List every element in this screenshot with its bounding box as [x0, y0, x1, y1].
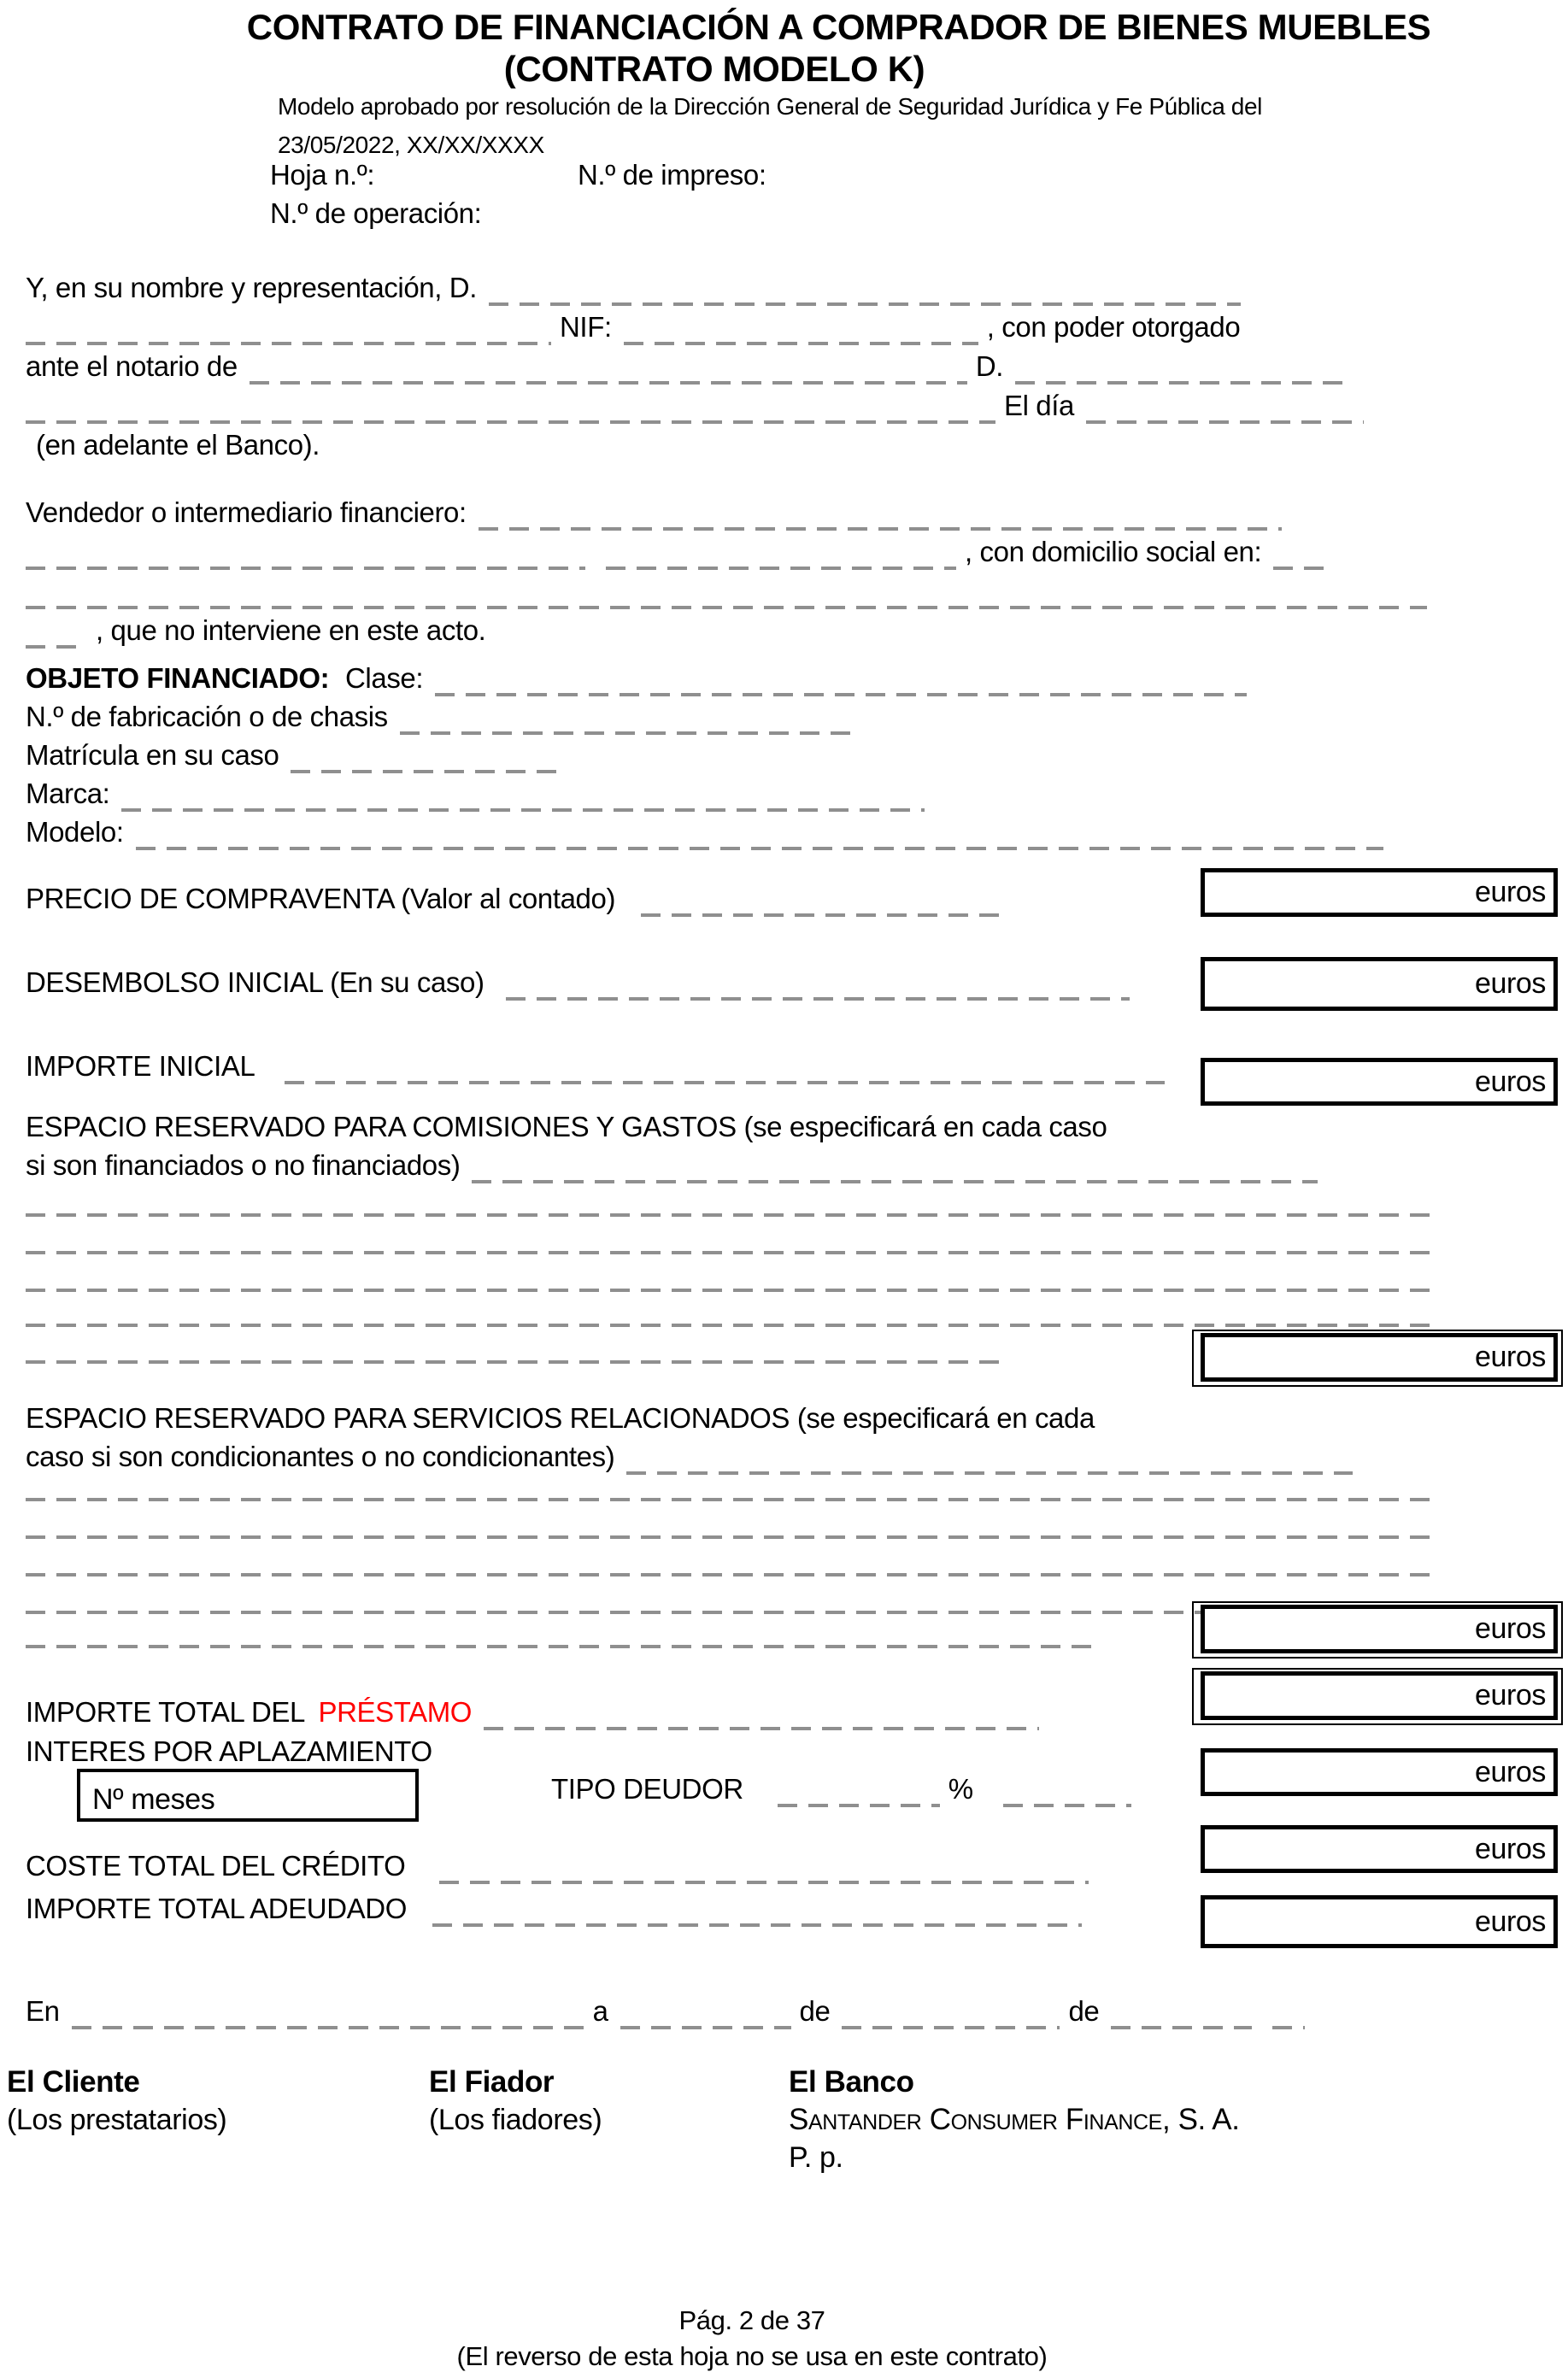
euros-label: euros [1474, 967, 1546, 1000]
representation-intro-label: Y, en su nombre y representación, D. [26, 272, 477, 303]
representation-line5 [36, 426, 320, 464]
object-line-chassis [26, 698, 870, 736]
total-owed-line [26, 1890, 1090, 1928]
services-heading2-label: caso si son condicionantes o no condicionantes) [26, 1441, 615, 1472]
blank-signing-year [1111, 2026, 1252, 2029]
down-payment-label: DESEMBOLSO INICIAL (En su caso) [26, 966, 484, 998]
bank-signature-name: Santander Consumer Finance, S. A. [789, 2103, 1240, 2136]
vendor-address-label: , con domicilio social en: [965, 536, 1262, 567]
signing-date-line [26, 1993, 1313, 2030]
nif-label: NIF: [560, 311, 612, 343]
bank-signature-title: El Banco [789, 2065, 914, 2099]
notary-label: ante el notario de [26, 350, 238, 382]
sheet-number-line [270, 156, 374, 194]
representation-line2 [26, 308, 1240, 346]
representation-line4 [26, 387, 1372, 425]
debtor-rate-label: TIPO DEUDOR [551, 1773, 743, 1805]
page-title-line1: CONTRATO DE FINANCIACIÓN A COMPRADOR DE BIENES MUEBLES [246, 7, 1431, 47]
blank-model [136, 847, 1383, 850]
deferral-interest-line [26, 1733, 432, 1770]
page-number: Pág. 2 de 37 [678, 2305, 825, 2335]
blank-notary-name-cont [26, 420, 995, 424]
print-number-line [578, 156, 766, 194]
down-payment-line [26, 964, 1138, 1001]
approval-note-line1: Modelo aprobado por resolución de la Dirección General de Seguridad Jurídica y Fe Pública del [278, 93, 1262, 120]
commissions-heading-line2 [26, 1147, 1326, 1184]
euros-box-purchase-price [1201, 868, 1558, 917]
loan-total-highlight-label: PRÉSTAMO [318, 1696, 473, 1728]
euros-box-deferral-interest [1201, 1748, 1558, 1796]
object-line-class [26, 660, 1255, 697]
vendor-no-intervene-label: , que no interviene en este acto. [96, 614, 486, 646]
euros-box-down-payment [1201, 957, 1558, 1011]
day-label: El día [1004, 390, 1074, 421]
euros-label: euros [1474, 1065, 1546, 1098]
vendor-line3 [26, 572, 1436, 610]
blank-loan-total [484, 1727, 1039, 1730]
blank-commissions-row1 [26, 1213, 1436, 1217]
percent-sign: % [948, 1773, 973, 1805]
blank-representative-name-cont [26, 342, 551, 345]
blank-representative-name [489, 302, 1241, 306]
blank-notary-city [250, 381, 967, 385]
commissions-heading2-label: si son financiados o no financiados) [26, 1149, 461, 1181]
blank-power-date [1086, 420, 1364, 424]
blank-down-payment [506, 997, 1130, 1001]
total-owed-label: IMPORTE TOTAL ADEUDADO [26, 1893, 407, 1924]
page-title-line2: (CONTRATO MODELO K) [503, 49, 925, 89]
credit-cost-label: COSTE TOTAL DEL CRÉDITO [26, 1850, 406, 1882]
euros-label: euros [1474, 1612, 1546, 1645]
loan-total-line [26, 1694, 1048, 1731]
blank-total-owed [432, 1923, 1082, 1927]
reverse-note: (El reverso de esta hoja no se usa en este contrato) [456, 2341, 1048, 2371]
object-line-plate [26, 737, 573, 774]
services-heading-line2 [26, 1438, 1361, 1476]
blank-vendor-name-cont [26, 567, 585, 570]
chassis-label: N.º de fabricación o de chasis [26, 701, 388, 732]
blank-credit-cost [439, 1881, 1089, 1884]
blank-signing-day [620, 2026, 791, 2029]
months-box [77, 1769, 419, 1822]
blank-initial-amount [285, 1081, 1165, 1084]
signing-place-label: En [26, 1995, 60, 2027]
blank-services-row2 [26, 1535, 1436, 1539]
blank-plate-number [291, 770, 564, 773]
blank-vendor-address-cont [26, 606, 1427, 609]
blank-commissions-row5 [26, 1360, 1000, 1364]
vendor-line1 [26, 494, 1290, 531]
object-class-label: Clase: [345, 662, 424, 694]
operation-number-label: N.º de operación: [270, 197, 482, 229]
sheet-number-label: Hoja n.º: [270, 159, 375, 191]
signing-a-label: a [592, 1995, 608, 2027]
euros-box-commissions [1201, 1333, 1558, 1382]
blank-commissions-row2 [26, 1251, 1436, 1254]
power-granted-label: , con poder otorgado [986, 311, 1241, 343]
purchase-price-label: PRECIO DE COMPRAVENTA (Valor al contado) [26, 883, 616, 914]
blank-brand [121, 808, 925, 812]
signing-de2-label: de [1068, 1995, 1100, 2027]
commissions-heading1-label: ESPACIO RESERVADO PARA COMISIONES Y GASTOS (se especificará en cada caso [26, 1111, 1107, 1142]
representation-line1 [26, 269, 1249, 307]
blank-signing-place [72, 2026, 584, 2029]
client-signature-title: El Cliente [7, 2065, 140, 2099]
blank-services-row5 [26, 1645, 1098, 1648]
blank-notary-name [1015, 381, 1348, 385]
blank-commissions-row4 [26, 1324, 1436, 1327]
blank-object-class [435, 693, 1247, 696]
blank-commissions-detail [472, 1180, 1318, 1183]
euros-box-initial-amount [1201, 1058, 1558, 1106]
euros-label: euros [1474, 1341, 1546, 1373]
euros-label: euros [1474, 1755, 1546, 1788]
loan-total-label: IMPORTE TOTAL DEL [26, 1696, 304, 1728]
euros-label: euros [1474, 876, 1546, 908]
euros-box-loan-total [1201, 1671, 1558, 1720]
vendor-line2 [26, 533, 1335, 571]
deferral-interest-label: INTERES POR APLAZAMIENTO [26, 1735, 432, 1767]
blank-debtor-rate2 [1003, 1804, 1131, 1807]
blank-services-row1 [26, 1498, 1436, 1501]
blank-vendor-name [479, 527, 1282, 531]
bank-signature-pp: P. p. [789, 2141, 843, 2174]
blank-signing-month [842, 2026, 1060, 2029]
blank-services-row3 [26, 1573, 1436, 1576]
object-line-model [26, 813, 1392, 851]
approval-note-line2: 23/05/2022, XX/XX/XXXX [278, 132, 544, 158]
euros-box-total-owed [1201, 1895, 1558, 1948]
months-label: Nº meses [92, 1783, 215, 1816]
debtor-rate-line [551, 1770, 1140, 1808]
guarantor-signature-title: El Fiador [429, 2065, 555, 2099]
notary-d-label: D. [975, 350, 1004, 382]
blank-commissions-row3 [26, 1289, 1436, 1292]
brand-label: Marca: [26, 778, 110, 809]
euros-box-services [1201, 1605, 1558, 1653]
representation-line3 [26, 348, 1357, 385]
services-heading1-label: ESPACIO RESERVADO PARA SERVICIOS RELACIONADOS (se especificará en cada [26, 1402, 1095, 1434]
vendor-label: Vendedor o intermediario financiero: [26, 496, 467, 528]
vendor-line4 [26, 612, 485, 649]
credit-cost-line [26, 1847, 1097, 1885]
blank-chassis-number [400, 731, 861, 735]
blank-nif-value [624, 342, 978, 345]
print-number-label: N.º de impreso: [578, 159, 766, 191]
blank-services-detail [626, 1471, 1353, 1475]
initial-amount-label: IMPORTE INICIAL [26, 1050, 255, 1082]
object-line-brand [26, 775, 933, 813]
operation-number-line [270, 195, 481, 232]
blank-vendor-address [1273, 567, 1326, 570]
services-heading-line1 [26, 1400, 1095, 1437]
blank-purchase-price [641, 913, 1000, 917]
euros-label: euros [1474, 1832, 1546, 1865]
plate-label: Matrícula en su caso [26, 739, 279, 771]
euros-label: euros [1474, 1679, 1546, 1711]
client-signature-subtitle: (Los prestatarios) [7, 2104, 227, 2136]
blank-vendor-address-end [26, 645, 87, 649]
euros-box-credit-cost [1201, 1825, 1558, 1873]
commissions-heading-line1 [26, 1108, 1107, 1146]
purchase-price-line [26, 880, 1008, 918]
financed-object-label: OBJETO FINANCIADO: [26, 662, 330, 694]
guarantor-signature-subtitle: (Los fiadores) [429, 2104, 602, 2136]
initial-amount-line [26, 1048, 1173, 1085]
blank-debtor-rate [778, 1804, 940, 1807]
blank-vendor-name-cont2 [606, 567, 956, 570]
signing-de1-label: de [799, 1995, 831, 2027]
euros-label: euros [1474, 1905, 1546, 1938]
blank-signing-extra [1272, 2026, 1305, 2029]
bank-note-label: (en adelante el Banco). [36, 429, 320, 461]
model-label: Modelo: [26, 816, 124, 848]
